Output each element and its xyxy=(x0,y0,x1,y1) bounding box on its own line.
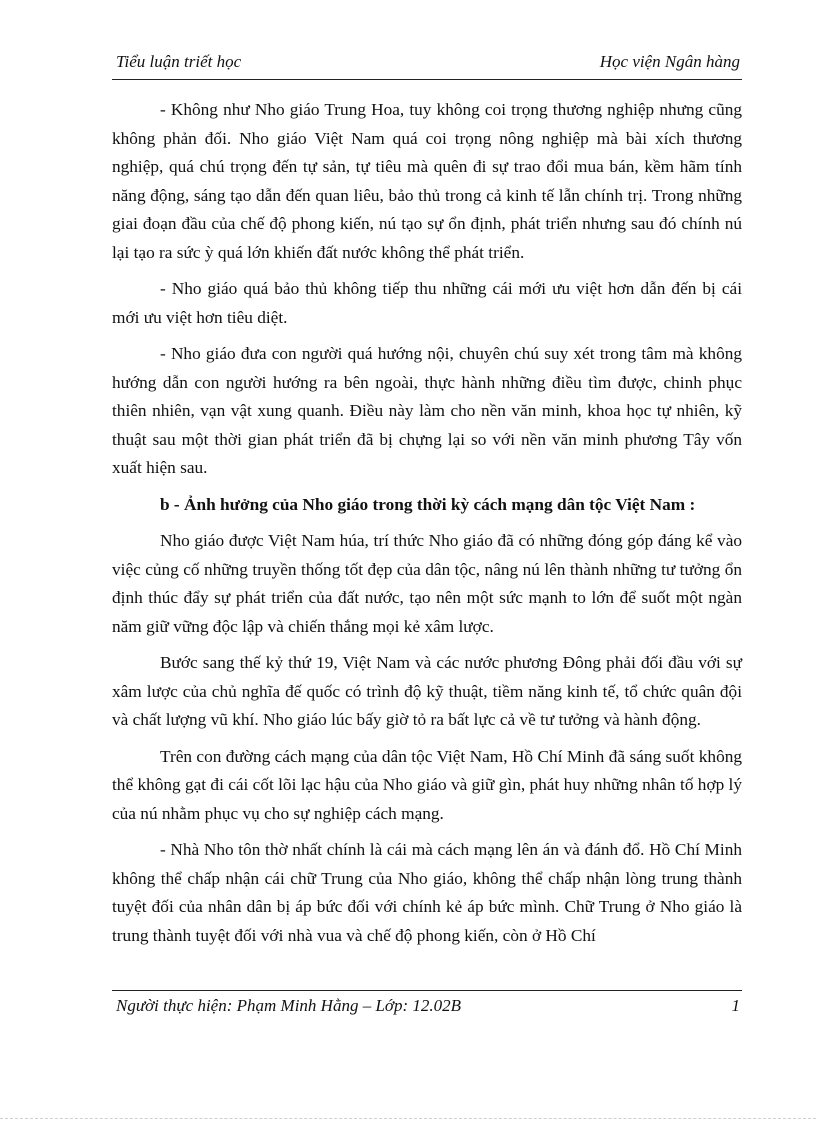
paragraph-19th-century: Bước sang thế kỷ thứ 19, Việt Nam và các nước phương Đông phải đối đầu với sự xâm lược của chủ nghĩa đế quốc có trình độ kỹ thuật, tiềm năng kinh tế, tổ chức quân đội và chất lượng vũ khí. Nho giáo lúc bấy giờ tỏ ra bất lực cả về tư tưởng và hành động. xyxy=(112,653,742,729)
page-boundary xyxy=(0,1118,816,1119)
paragraph-vietnamization: Nho giáo được Việt Nam húa, trí thức Nho giáo đã có những đóng góp đáng kể vào việc củng cố những truyền thống tốt đẹp của dân tộc, nâng nú lên thành những tư tưởng ổn định thúc đẩy sự phát triển của đất nước, tạo nên một sức mạnh to lớn để suốt một ngàn năm giữ vững độc lập và chiến thắng mọi kẻ xâm lược. xyxy=(112,531,742,636)
paragraph-commerce-critique: - Không như Nho giáo Trung Hoa, tuy không coi trọng thương nghiệp nhưng cũng không phản đối. Nho giáo Việt Nam quá coi trọng nông nghiệp mà bài xích thương nghiệp, quá chú trọng đến tự sản, tự tiêu mà quên đi sự trao đổi mua bán, kềm hãm tính năng động, sáng tạo dẫn đến quan liêu, bảo thủ trong cả kinh tế lẫn chính trị. Trong những giai đoạn đầu của chế độ phong kiến, nú tạo sự ổn định, phát triển nhưng sau đó chính nú lại tạo ra sức ỳ quá lớn khiến đất nước không thể phát triển. xyxy=(112,100,742,262)
header-institution: Học viện Ngân hàng xyxy=(599,52,740,71)
page-header xyxy=(112,50,742,80)
paragraph-ho-chi-minh: Trên con đường cách mạng của dân tộc Việt Nam, Hồ Chí Minh đã sáng suốt không thể không gạt đi cái cốt lõi lạc hậu của Nho giáo và giữ gìn, phát huy những nhân tố hợp lý của nú nhằm phục vụ cho sự nghiệp cách mạng. xyxy=(112,746,742,823)
header-document-title: Tiểu luận triết học xyxy=(116,52,242,71)
paragraph-conservatism: - Nho giáo quá bảo thủ không tiếp thu những cái mới ưu việt hơn dẫn đến bị cái mới ưu việt hơn tiêu diệt. xyxy=(112,279,742,327)
document-body xyxy=(112,96,742,958)
section-heading: b - Ảnh hưởng của Nho giáo trong thời kỳ cách mạng dân tộc Việt Nam : xyxy=(160,494,696,514)
paragraph-loyalty: - Nhà Nho tôn thờ nhất chính là cái mà cách mạng lên án và đánh đổ. Hồ Chí Minh không thể chấp nhận cái chữ Trung của Nho giáo, không thể chấp nhận lòng trung thành tuyệt đối của nhân dân bị áp bức đối với chính kẻ áp bức mình. Chữ Trung ở Nho giáo là trung thành tuyệt đối với nhà vua và chế độ phong kiến, còn ở Hồ Chí xyxy=(112,840,742,945)
footer-author: Người thực hiện: Phạm Minh Hằng – Lớp: 12.02B xyxy=(116,996,462,1015)
page-footer xyxy=(112,990,742,1021)
paragraph-introversion: - Nho giáo đưa con người quá hướng nội, chuyên chú suy xét trong tâm mà không hướng dẫn con người hướng ra bên ngoài, thực hành những điều tìm được, chinh phục thiên nhiên, vạn vật xung quanh. Điều này làm cho nền văn minh, khoa học tự nhiên, kỹ thuật sau một thời gian phát triển đã bị chựng lại so với nền văn minh phương Tây vốn xuất hiện sau. xyxy=(112,344,742,477)
page-number: 1 xyxy=(731,996,740,1015)
